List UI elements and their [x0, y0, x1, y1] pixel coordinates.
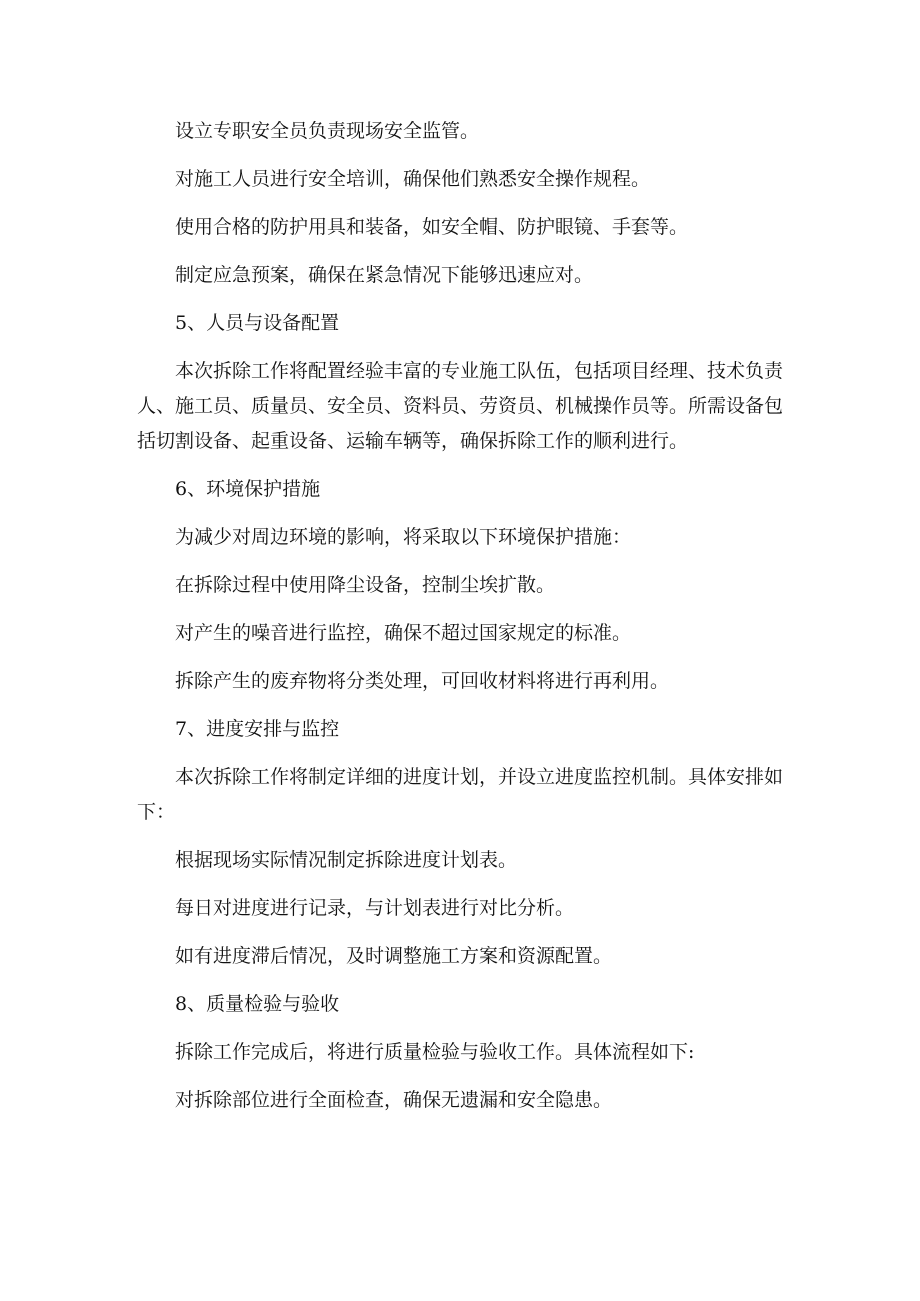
paragraph-quality-intro: 拆除工作完成后，将进行质量检验与验收工作。具体流程如下:: [175, 1041, 695, 1063]
paragraph-schedule-intro: 本次拆除工作将制定详细的进度计划，并设立进度监控机制。具体安排如下：: [137, 766, 784, 823]
section-heading-8: 8、质量检验与验收: [175, 993, 340, 1015]
paragraph-environment-intro: 为减少对周边环境的影响，将采取以下环境保护措施：: [175, 526, 632, 548]
paragraph-waste-handling: 拆除产生的废弃物将分类处理，可回收材料将进行再利用。: [175, 670, 670, 692]
paragraph-safety-training: 对施工人员进行安全培训，确保他们熟悉安全操作规程。: [175, 168, 651, 190]
paragraph-inspection: 对拆除部位进行全面检查，确保无遗漏和安全隐患。: [175, 1089, 613, 1111]
paragraph-emergency-plan: 制定应急预案，确保在紧急情况下能够迅速应对。: [175, 264, 594, 286]
section-heading-7: 7、进度安排与监控: [175, 718, 340, 740]
paragraph-personnel-equipment: 本次拆除工作将配置经验丰富的专业施工队伍，包括项目经理、技术负责人、施工员、质量员、安全员、资料员、劳资员、机械操作员等。所需设备包括切割设备、起重设备、运输车辆等，确保拆除工作的顺利进行。: [137, 360, 784, 452]
paragraph-schedule-adjust: 如有进度滞后情况，及时调整施工方案和资源配置。: [175, 945, 613, 967]
paragraph-schedule-plan: 根据现场实际情况制定拆除进度计划表。: [175, 849, 518, 871]
paragraph-noise-control: 对产生的噪音进行监控，确保不超过国家规定的标准。: [175, 622, 632, 644]
paragraph-daily-record: 每日对进度进行记录，与计划表进行对比分析。: [175, 897, 575, 919]
paragraph-dust-control: 在拆除过程中使用降尘设备，控制尘埃扩散。: [175, 574, 556, 596]
section-heading-6: 6、环境保护措施: [175, 478, 321, 500]
paragraph-safety-officer: 设立专职安全员负责现场安全监管。: [175, 120, 480, 142]
paragraph-protective-equipment: 使用合格的防护用具和装备，如安全帽、防护眼镜、手套等。: [175, 216, 689, 238]
document-body: [137, 114, 791, 1131]
section-heading-5: 5、人员与设备配置: [175, 312, 340, 334]
